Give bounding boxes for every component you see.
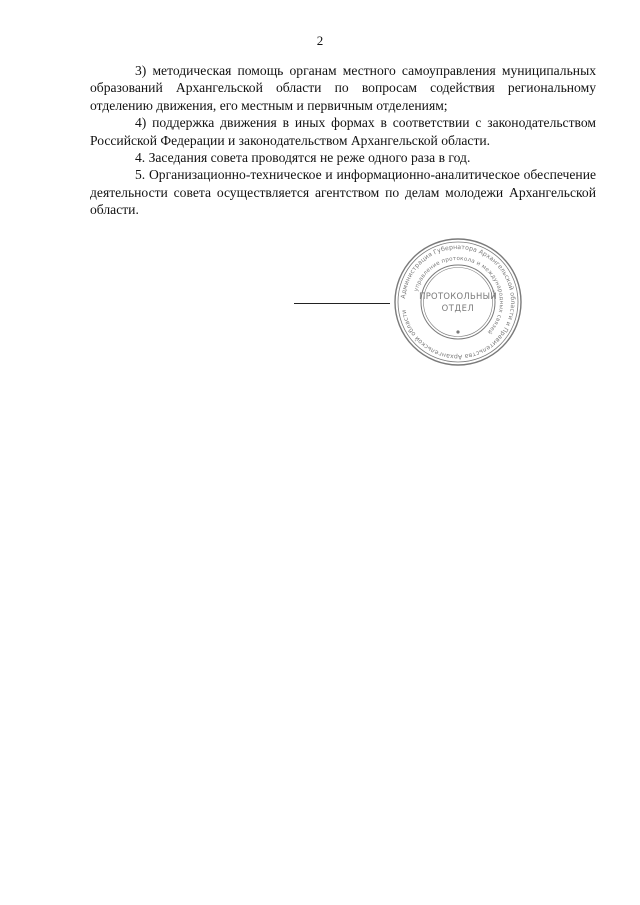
seal-center-text-line2: ОТДЕЛ: [441, 303, 475, 313]
paragraph-item-4: 4) поддержка движения в иных формах в соответствии с законодательством Российской Федерации и законодательством Архангельской области.: [90, 115, 596, 148]
official-seal-stamp: [390, 237, 526, 367]
seal-inner-border-thin: [424, 268, 493, 337]
signature-line: [294, 303, 390, 304]
paragraph-section-5: 5. Организационно-техническое и информационно-аналитическое обеспечение деятельности совета осуществляется агентством по делам молодежи Архангельской области.: [90, 167, 596, 218]
paragraph-item-3: 3) методическая помощь органам местного самоуправления муниципальных образований Архангельской области по вопросам содействия региональному отделению движения, его местным и первичным отделениям;: [90, 63, 596, 113]
seal-dot-marker: [456, 330, 459, 333]
document-body: [90, 62, 596, 219]
paragraph-section-4: 4. Заседания совета проводятся не реже одного раза в год.: [135, 150, 471, 166]
seal-outer-ring-text: Администрация Губернатора Архангельской области и Правительства Архангельской области: [400, 243, 517, 361]
seal-inner-ring-text: управление протокола и международных связей: [413, 255, 505, 335]
seal-center-text-line1: ПРОТОКОЛЬНЫЙ: [419, 291, 497, 301]
seal-inner-border: [421, 265, 495, 339]
page-number: 2: [316, 33, 324, 48]
